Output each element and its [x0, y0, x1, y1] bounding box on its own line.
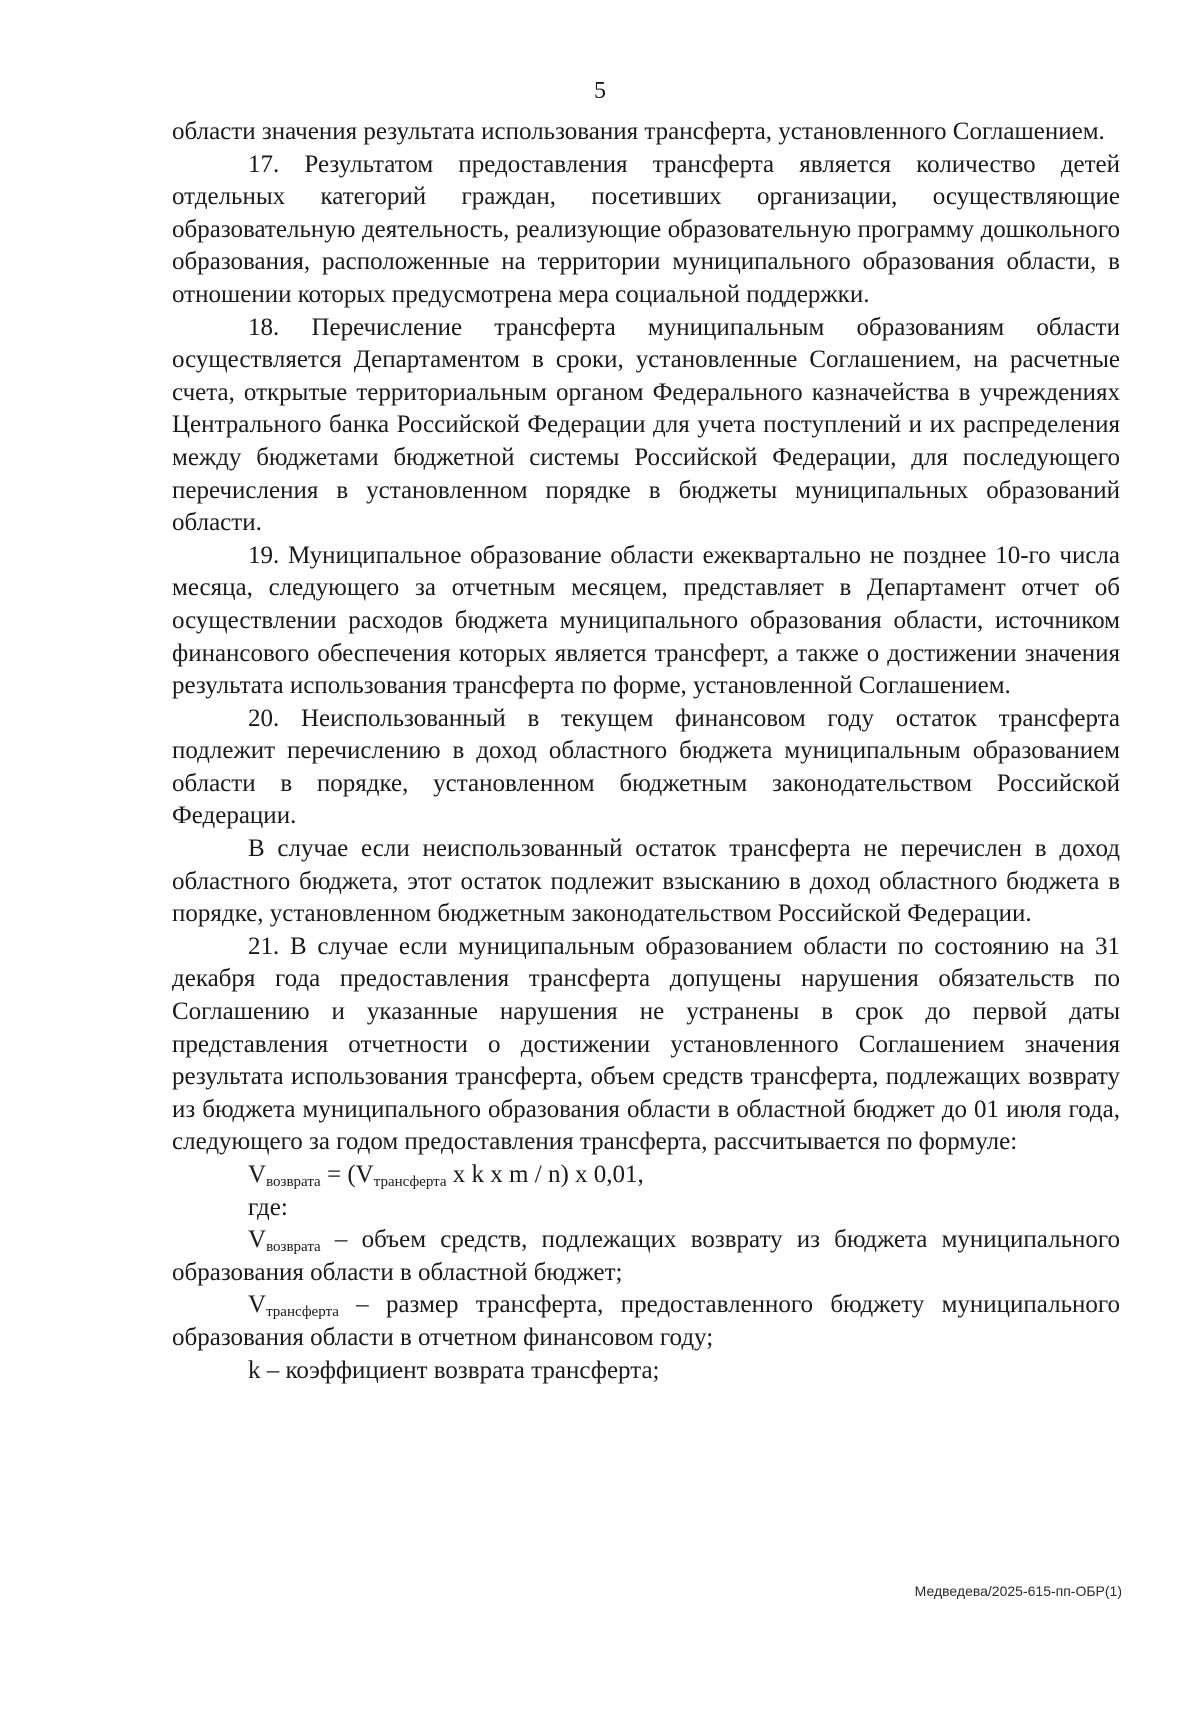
formula-rest: x k x m / n) x 0,01,: [446, 1161, 644, 1188]
document-footer-code: Медведева/2025-615-пп-ОБР(1): [914, 1583, 1122, 1599]
def-v-transfer-var: V: [248, 1291, 267, 1319]
definition-v-return: [172, 1224, 1120, 1289]
document-body: [172, 116, 1120, 1387]
definition-v-transfer: [172, 1289, 1120, 1354]
return-formula: [172, 1159, 1120, 1192]
paragraph-18: 18. Перечисление трансферта муниципальным образованиям области осуществляется Департаментом в сроки, установленные Соглашением, на расчетные счета, открытые территориальным органом Федерального казначейства в учреждениях Центрального банка Российской Федерации для учета поступлений и их распределения между бюджетами бюджетной системы Российской Федерации, для последующего перечисления в установленном порядке в бюджеты муниципальных образований области.: [172, 313, 1120, 537]
paragraph-20: 20. Неиспользованный в текущем финансовом году остаток трансферта подлежит перечислению в доход областного бюджета муниципальным образованием области в порядке, установленном бюджетным законодательством Российской Федерации.: [172, 704, 1120, 830]
formula-lhs-var: V: [248, 1161, 267, 1188]
definition-k: k – коэффициент возврата трансферта;: [248, 1356, 660, 1384]
paragraph-continuation: области значения результата использования трансферта, установленного Соглашением.: [172, 118, 1105, 145]
paragraph-17: 17. Результатом предоставления трансферта является количество детей отдельных категорий граждан, посетивших организации, осуществляющие образовательную деятельность, реализующие образовательную программу дошкольного образования, расположенные на территории муниципального образования области, в отношении которых предусмотрена мера социальной поддержки.: [172, 150, 1120, 308]
def-v-return-text: – объем средств, подлежащих возврату из бюджета муниципального образования области в областной бюджет;: [172, 1226, 1120, 1286]
formula-rhs-subscript: трансферта: [373, 1174, 447, 1190]
formula-eq-open: = (V: [320, 1161, 374, 1188]
page-number: 5: [594, 78, 606, 104]
where-label: где:: [248, 1193, 288, 1221]
def-v-return-var: V: [248, 1226, 267, 1254]
def-v-return-subscript: возврата: [266, 1239, 321, 1256]
paragraph-19: 19. Муниципальное образование области ежеквартально не позднее 10-го числа месяца, следующего за отчетным месяцем, представляет в Департамент отчет об осуществлении расходов бюджета муниципального образования области, источником финансового обеспечения которых является трансферт, а также о достижении значения результата использования трансферта по форме, установленной Соглашением.: [172, 541, 1120, 700]
paragraph-20-case: В случае если неиспользованный остаток трансферта не перечислен в доход областного бюджета, этот остаток подлежит взысканию в доход областного бюджета в порядке, установленном бюджетным законодательством Российской Федерации.: [172, 835, 1120, 928]
def-v-transfer-subscript: трансферта: [266, 1304, 339, 1321]
def-v-transfer-text: – размер трансферта, предоставленного бюджету муниципального образования области в отчетном финансовом году;: [172, 1291, 1120, 1351]
formula-lhs-subscript: возврата: [266, 1174, 321, 1190]
paragraph-21: 21. В случае если муниципальным образованием области по состоянию на 31 декабря года предоставления трансферта допущены нарушения обязательств по Соглашению и указанные нарушения не устранены в срок до первой даты представления отчетности о достижении установленного Соглашением значения результата использования трансферта, объем средств трансферта, подлежащих возврату из бюджета муниципального образования области в областной бюджет до 01 июля года, следующего за годом предоставления трансферта, рассчитывается по формуле:: [172, 932, 1120, 1156]
